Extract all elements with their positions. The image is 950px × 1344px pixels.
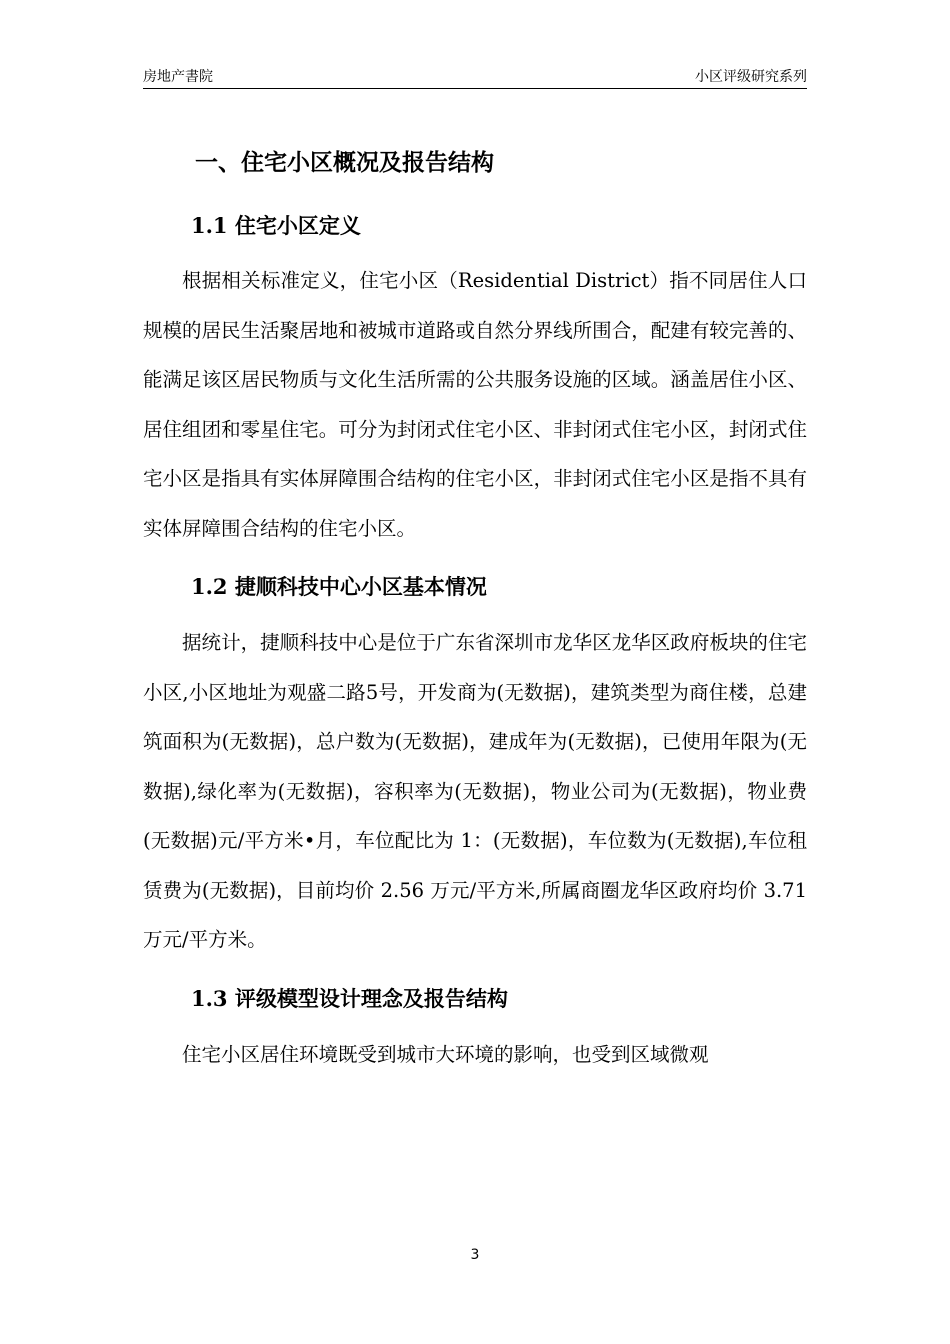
section-paragraph-1-2: 据统计，捷顺科技中心是位于广东省深圳市龙华区龙华区政府板块的住宅小区,小区地址为观盛二路5号，开发商为(无数据)，建筑类型为商住楼，总建筑面积为(无数据)，总户数为(无数据)，建成年为(无数据)，已使用年限为(无数据),绿化率为(无数据)，容积率为(无数据)，物业公司为(无数据)，物业费(无数据)元/平方米•月，车位配比为 1：(无数据)，车位数为(无数据),车位租赁费为(无数据)，目前均价 2.56 万元/平方米,所属商圈龙华区政府均价 3.71 万元/平方米。 [143, 631, 807, 951]
document-body [143, 140, 807, 1079]
header-right-title: 小区评级研究系列 [695, 69, 807, 85]
section-title-1-3: 1.3 评级模型设计理念及报告结构 [191, 985, 508, 1011]
section-paragraph-1-3: 住宅小区居住环境既受到城市大环境的影响，也受到区域微观 [182, 1042, 709, 1066]
section-paragraph-1-1: 根据相关标准定义，住宅小区（Residential District）指不同居住人口规模的居民生活聚居地和被城市道路或自然分界线所围合，配建有较完善的、能满足该区居民物质与文化生活所需的公共服务设施的区域。涵盖居住小区、居住组团和零星住宅。可分为封闭式住宅小区、非封闭式住宅小区，封闭式住宅小区是指具有实体屏障围合结构的住宅小区，非封闭式住宅小区是指不具有实体屏障围合结构的住宅小区。 [143, 269, 807, 540]
header-left-title: 房地产書院 [143, 69, 213, 85]
chapter-title: 一、住宅小区概况及报告结构 [195, 149, 494, 176]
section-title-1-2: 1.2 捷顺科技中心小区基本情况 [191, 574, 487, 599]
section-title-1-1: 1.1 住宅小区定义 [191, 213, 361, 238]
page-header [143, 62, 807, 89]
page-number: 3 [470, 1247, 480, 1263]
